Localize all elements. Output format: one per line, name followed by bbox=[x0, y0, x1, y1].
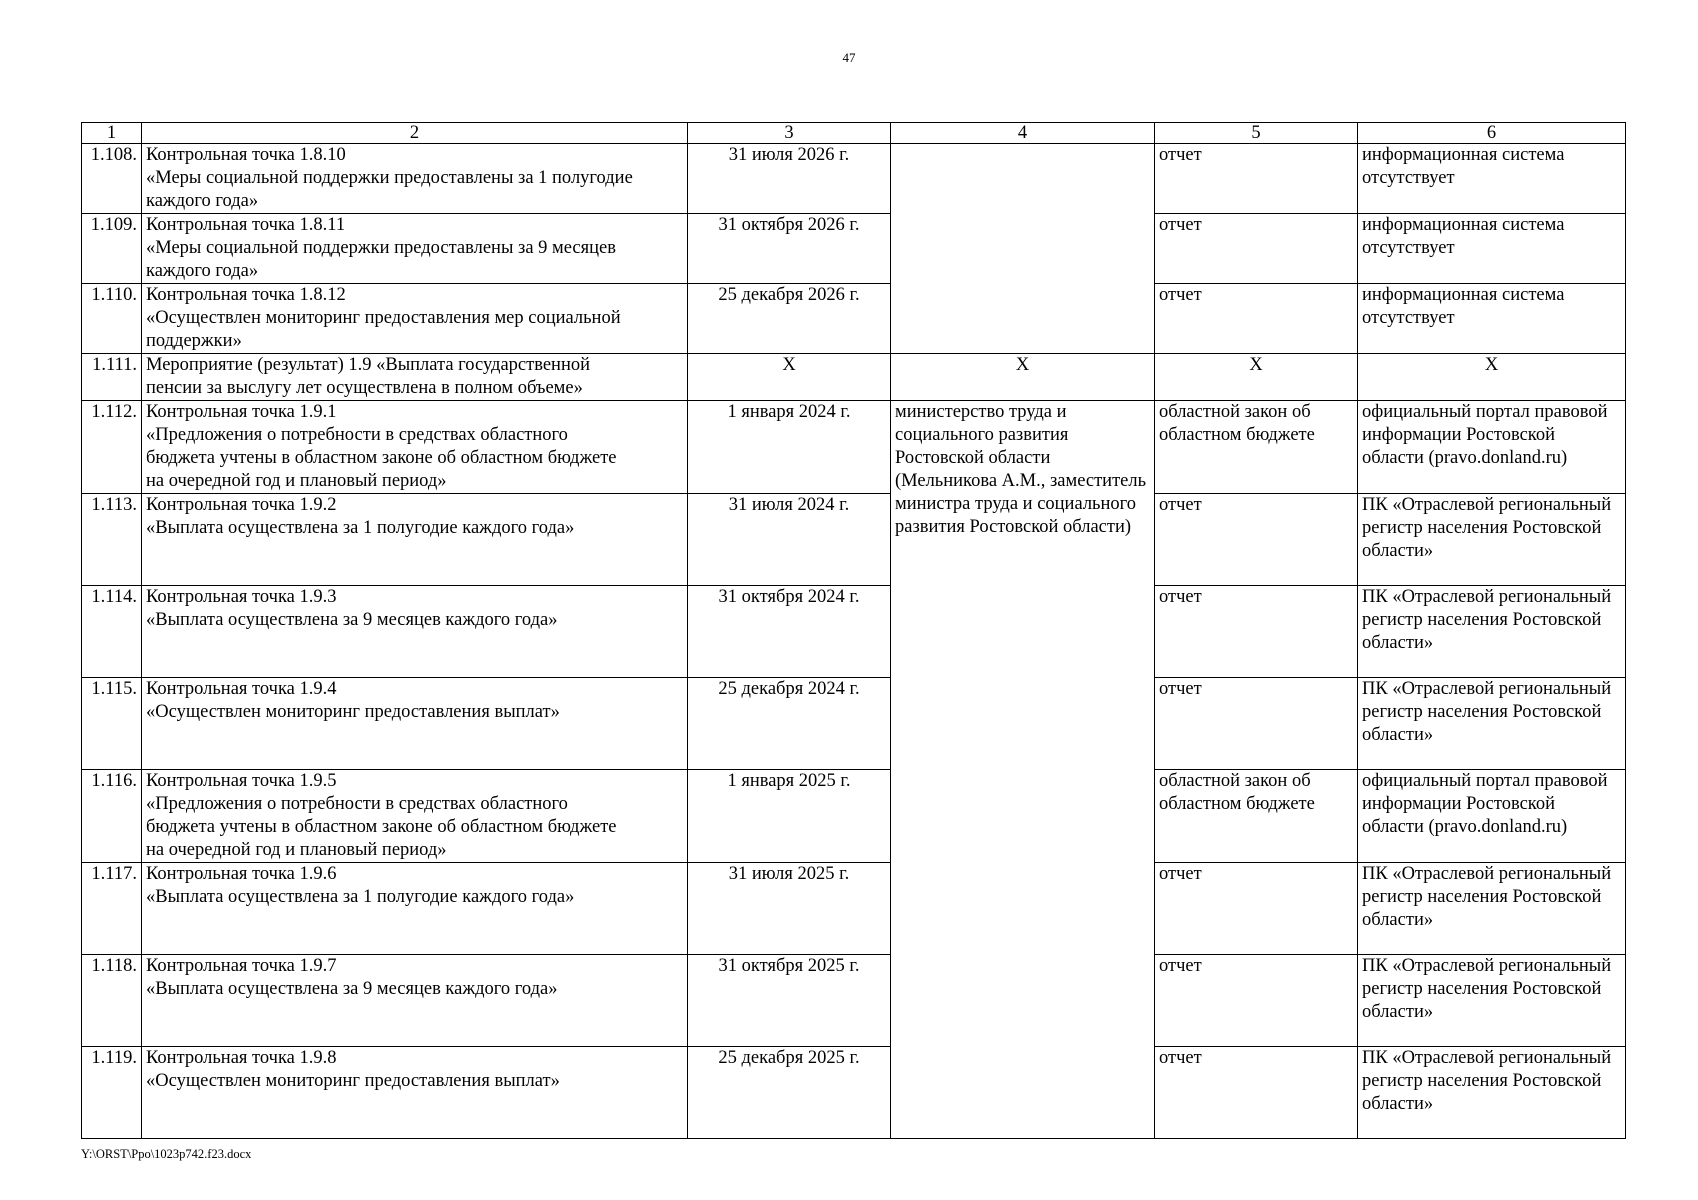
row-number: 1.112. bbox=[82, 401, 142, 494]
row-name-line: Контрольная точка 1.8.11 bbox=[146, 215, 346, 235]
table-row bbox=[82, 214, 1626, 284]
table-row bbox=[82, 284, 1626, 354]
row-number: 1.110. bbox=[82, 284, 142, 354]
page-number: 47 bbox=[842, 50, 856, 65]
row-information-system: информационная система отсутствует bbox=[1358, 144, 1626, 214]
row-information-system: ПК «Отраслевой региональный регистр населения Ростовской области» bbox=[1358, 678, 1626, 770]
row-number: 1.111. bbox=[82, 354, 142, 401]
row-name-line: «Предложения о потребности в средствах областного bbox=[146, 425, 568, 445]
row-number: 1.116. bbox=[82, 770, 142, 863]
row-date: 31 октября 2025 г. bbox=[688, 955, 891, 1047]
row-name-line: «Предложения о потребности в средствах областного bbox=[146, 794, 568, 814]
row-date: 31 июля 2025 г. bbox=[688, 863, 891, 955]
row-name-line: Контрольная точка 1.9.4 bbox=[146, 679, 337, 699]
row-number: 1.117. bbox=[82, 863, 142, 955]
row-name-line: «Меры социальной поддержки предоставлены за 9 месяцев bbox=[146, 238, 616, 258]
row-number: 1.113. bbox=[82, 494, 142, 586]
row-information-system: ПК «Отраслевой региональный регистр населения Ростовской области» bbox=[1358, 955, 1626, 1047]
row-document: отчет bbox=[1155, 214, 1358, 284]
row-name-line: «Осуществлен мониторинг предоставления мер социальной bbox=[146, 308, 621, 328]
row-document: отчет bbox=[1155, 1047, 1358, 1139]
row-document: отчет bbox=[1155, 586, 1358, 678]
row-date: 31 июля 2026 г. bbox=[688, 144, 891, 214]
row-date: 1 января 2025 г. bbox=[688, 770, 891, 863]
row-document: X bbox=[1155, 354, 1358, 401]
row-name-line: каждого года» bbox=[146, 261, 259, 281]
row-document: областной закон об областном бюджете bbox=[1155, 401, 1358, 494]
row-document: отчет bbox=[1155, 144, 1358, 214]
row-name-line: Контрольная точка 1.9.8 bbox=[146, 1048, 337, 1068]
row-number: 1.118. bbox=[82, 955, 142, 1047]
row-name-line: «Выплата осуществлена за 9 месяцев каждого года» bbox=[146, 610, 558, 630]
row-number: 1.108. bbox=[82, 144, 142, 214]
row-name bbox=[142, 494, 688, 586]
row-date: 31 октября 2024 г. bbox=[688, 586, 891, 678]
table-row bbox=[82, 770, 1626, 863]
row-name bbox=[142, 214, 688, 284]
table-row bbox=[82, 863, 1626, 955]
row-responsible-empty bbox=[891, 144, 1155, 354]
row-name bbox=[142, 284, 688, 354]
row-number: 1.115. bbox=[82, 678, 142, 770]
row-number: 1.119. bbox=[82, 1047, 142, 1139]
row-document: отчет bbox=[1155, 955, 1358, 1047]
row-name-line: «Осуществлен мониторинг предоставления выплат» bbox=[146, 702, 560, 722]
row-name-line: «Меры социальной поддержки предоставлены за 1 полугодие bbox=[146, 168, 633, 188]
footer-file-path: Y:\ORST\Ppo\1023p742.f23.docx bbox=[81, 1147, 252, 1161]
header-row bbox=[82, 123, 1626, 144]
row-name-line: пенсии за выслугу лет осуществлена в полном объеме» bbox=[146, 378, 583, 398]
row-name-line: Контрольная точка 1.9.6 bbox=[146, 864, 337, 884]
row-information-system: X bbox=[1358, 354, 1626, 401]
row-number: 1.109. bbox=[82, 214, 142, 284]
row-name bbox=[142, 863, 688, 955]
row-name-line: поддержки» bbox=[146, 331, 242, 351]
row-name-line: на очередной год и плановый период» bbox=[146, 840, 447, 860]
row-information-system: ПК «Отраслевой региональный регистр населения Ростовской области» bbox=[1358, 1047, 1626, 1139]
table-row bbox=[82, 144, 1626, 214]
row-document: отчет bbox=[1155, 863, 1358, 955]
row-name-line: Мероприятие (результат) 1.9 «Выплата государственной bbox=[146, 355, 591, 375]
row-name-line: Контрольная точка 1.9.1 bbox=[146, 402, 337, 422]
row-name-line: Контрольная точка 1.9.2 bbox=[146, 495, 337, 515]
row-document: отчет bbox=[1155, 284, 1358, 354]
table-row bbox=[82, 1047, 1626, 1139]
row-name bbox=[142, 955, 688, 1047]
control-points-table bbox=[81, 122, 1626, 1139]
row-responsible: X bbox=[891, 354, 1155, 401]
row-information-system: информационная система отсутствует bbox=[1358, 284, 1626, 354]
column-header-4: 4 bbox=[891, 123, 1155, 144]
row-date: 25 декабря 2026 г. bbox=[688, 284, 891, 354]
row-name-line: Контрольная точка 1.8.10 bbox=[146, 145, 346, 165]
row-name bbox=[142, 1047, 688, 1139]
row-date: 31 июля 2024 г. bbox=[688, 494, 891, 586]
row-name-line: Контрольная точка 1.8.12 bbox=[146, 285, 346, 305]
row-name-line: «Выплата осуществлена за 1 полугодие каждого года» bbox=[146, 518, 575, 538]
table-row bbox=[82, 494, 1626, 586]
row-responsible-merged: министерство труда и социального развития Ростовской области (Мельникова А.М., заместитель министра труда и социального развития Ростовской области) bbox=[891, 401, 1155, 1139]
row-information-system: информационная система отсутствует bbox=[1358, 214, 1626, 284]
table-row bbox=[82, 678, 1626, 770]
row-name-line: Контрольная точка 1.9.3 bbox=[146, 587, 337, 607]
row-information-system: официальный портал правовой информации Ростовской области (pravo.donland.ru) bbox=[1358, 770, 1626, 863]
row-name-line: бюджета учтены в областном законе об областном бюджете bbox=[146, 817, 617, 837]
table-row bbox=[82, 401, 1626, 494]
row-date: 1 января 2024 г. bbox=[688, 401, 891, 494]
row-name bbox=[142, 144, 688, 214]
row-name bbox=[142, 678, 688, 770]
row-document: областной закон об областном бюджете bbox=[1155, 770, 1358, 863]
table-row bbox=[82, 354, 1626, 401]
column-header-2: 2 bbox=[142, 123, 688, 144]
row-name bbox=[142, 354, 688, 401]
row-name-line: «Выплата осуществлена за 9 месяцев каждого года» bbox=[146, 979, 558, 999]
row-name-line: на очередной год и плановый период» bbox=[146, 471, 447, 491]
row-name-line: Контрольная точка 1.9.5 bbox=[146, 771, 337, 791]
table-row bbox=[82, 586, 1626, 678]
row-name-line: бюджета учтены в областном законе об областном бюджете bbox=[146, 448, 617, 468]
row-name-line: «Выплата осуществлена за 1 полугодие каждого года» bbox=[146, 887, 575, 907]
row-name bbox=[142, 586, 688, 678]
row-information-system: официальный портал правовой информации Ростовской области (pravo.donland.ru) bbox=[1358, 401, 1626, 494]
row-name-line: каждого года» bbox=[146, 191, 259, 211]
row-date: 25 декабря 2025 г. bbox=[688, 1047, 891, 1139]
row-name bbox=[142, 401, 688, 494]
row-date: 25 декабря 2024 г. bbox=[688, 678, 891, 770]
column-header-3: 3 bbox=[688, 123, 891, 144]
row-document: отчет bbox=[1155, 678, 1358, 770]
column-header-5: 5 bbox=[1155, 123, 1358, 144]
table-row bbox=[82, 955, 1626, 1047]
row-information-system: ПК «Отраслевой региональный регистр населения Ростовской области» bbox=[1358, 863, 1626, 955]
row-information-system: ПК «Отраслевой региональный регистр населения Ростовской области» bbox=[1358, 494, 1626, 586]
row-information-system: ПК «Отраслевой региональный регистр населения Ростовской области» bbox=[1358, 586, 1626, 678]
column-header-1: 1 bbox=[82, 123, 142, 144]
column-header-6: 6 bbox=[1358, 123, 1626, 144]
row-name-line: «Осуществлен мониторинг предоставления выплат» bbox=[146, 1071, 560, 1091]
row-document: отчет bbox=[1155, 494, 1358, 586]
row-name bbox=[142, 770, 688, 863]
row-name-line: Контрольная точка 1.9.7 bbox=[146, 956, 337, 976]
row-number: 1.114. bbox=[82, 586, 142, 678]
row-date: 31 октября 2026 г. bbox=[688, 214, 891, 284]
row-date: X bbox=[688, 354, 891, 401]
